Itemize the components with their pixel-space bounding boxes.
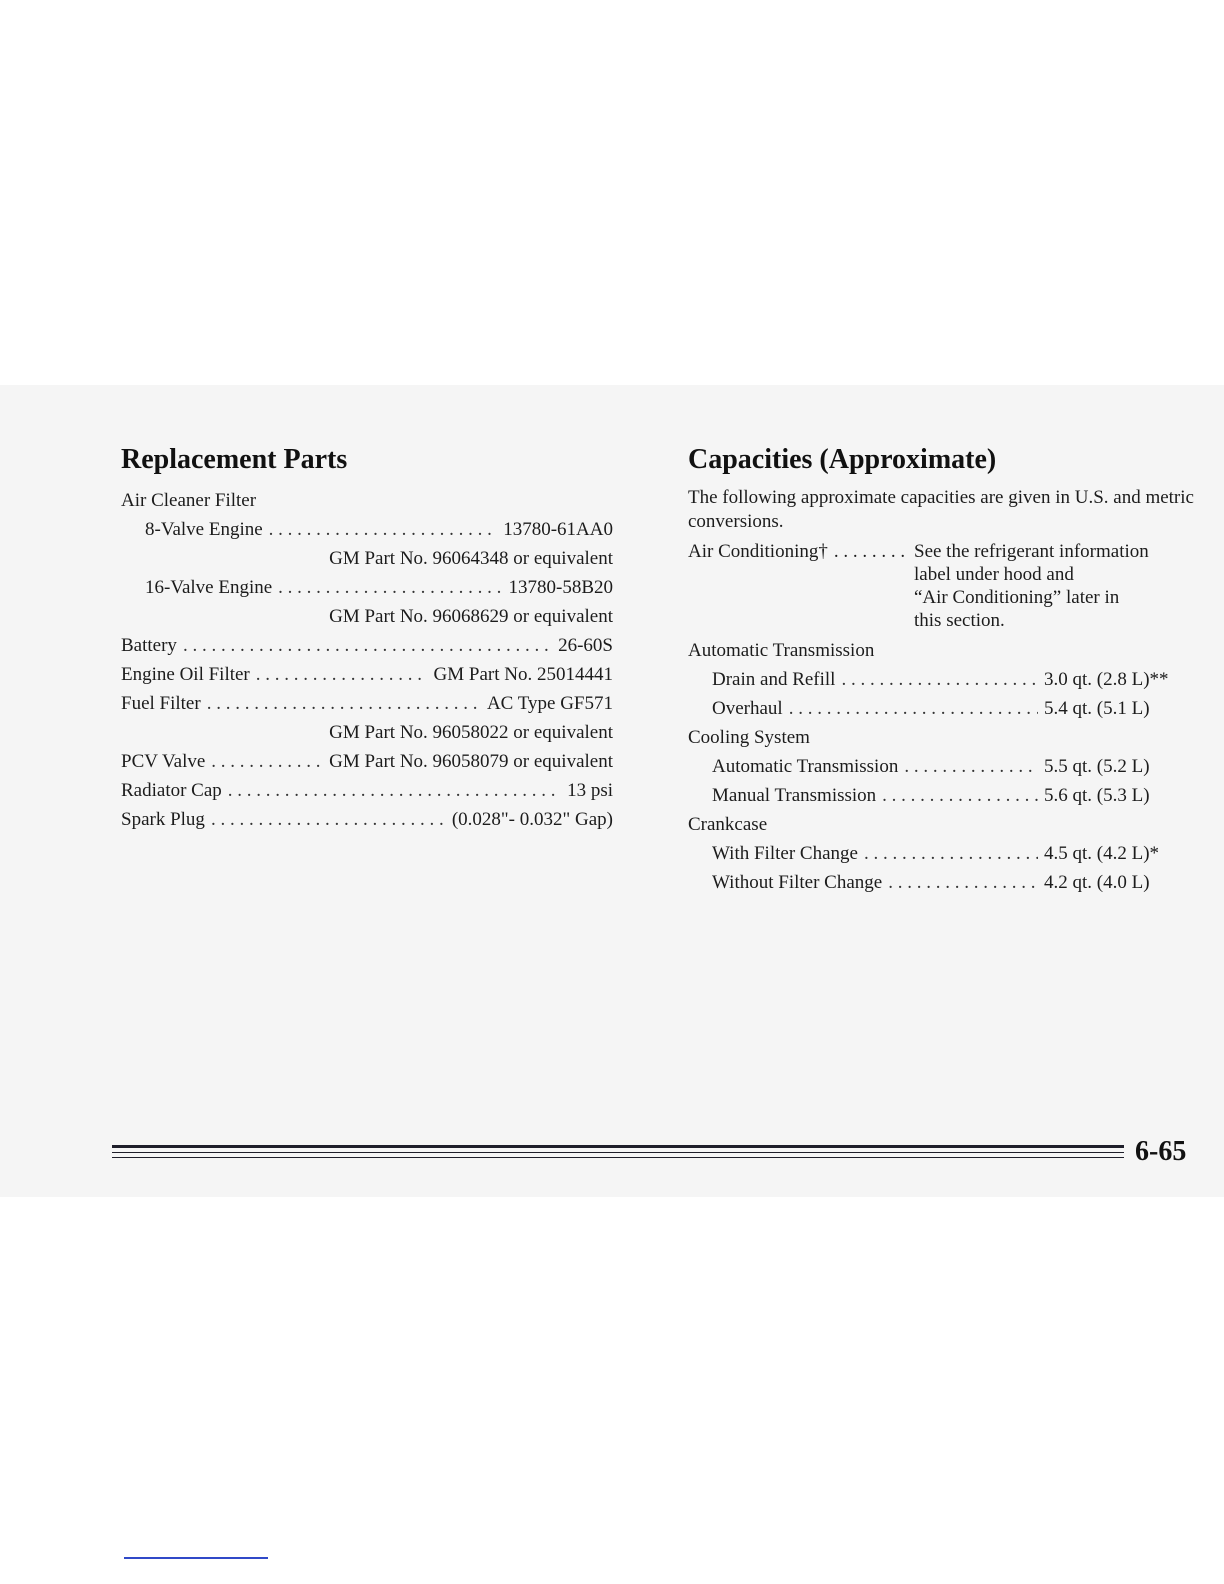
with-filter-row	[688, 839, 1196, 868]
footer-rule-bottom	[112, 1157, 1124, 1158]
cool-auto-value: 5.5 qt. (5.2 L)	[1044, 756, 1150, 777]
dot-leader	[864, 839, 1038, 868]
fuel-filter-gm: GM Part No. 96058022 or equivalent	[329, 722, 613, 743]
valve16-label: 16-Valve Engine	[145, 577, 273, 598]
overhaul-label: Overhaul	[712, 698, 783, 719]
valve8-value: 13780-61AA0	[503, 519, 613, 540]
valve8-label: 8-Valve Engine	[145, 519, 263, 540]
dot-leader	[278, 573, 502, 602]
ac-desc-line: this section.	[914, 610, 1005, 631]
spark-value: (0.028"- 0.032" Gap)	[451, 809, 613, 830]
ac-desc-line: See the refrigerant information	[914, 541, 1149, 562]
valve16-value: 13780-58B20	[508, 577, 613, 598]
dot-leader	[269, 515, 498, 544]
footer-rule-middle	[112, 1152, 1124, 1153]
drain-value: 3.0 qt. (2.8 L)**	[1044, 669, 1169, 690]
capacities-section	[688, 442, 1196, 897]
battery-row	[121, 631, 613, 660]
spark-row	[121, 805, 613, 834]
page-number: 6-65	[1135, 1136, 1187, 1167]
capacities-title: Capacities (Approximate)	[688, 444, 997, 475]
fuel-filter-label: Fuel Filter	[121, 693, 201, 714]
cool-auto-label: Automatic Transmission	[712, 756, 899, 777]
pcv-value: GM Part No. 96058079 or equivalent	[329, 751, 613, 772]
ac-description	[914, 540, 1184, 632]
with-filter-value: 4.5 qt. (4.2 L)*	[1044, 843, 1160, 864]
dot-leader	[211, 805, 446, 834]
cool-manual-row	[688, 781, 1196, 810]
auto-trans-label: Automatic Transmission	[688, 640, 875, 661]
without-filter-value: 4.2 qt. (4.0 L)	[1044, 872, 1150, 893]
cool-manual-label: Manual Transmission	[712, 785, 877, 806]
air-cleaner-label: Air Cleaner Filter	[121, 490, 257, 511]
cool-auto-row	[688, 752, 1196, 781]
overhaul-row	[688, 694, 1196, 723]
dot-leader	[256, 660, 428, 689]
footer-rule-top	[112, 1145, 1124, 1148]
ac-label: Air Conditioning†	[688, 541, 828, 562]
fuel-filter-row	[121, 689, 613, 718]
without-filter-row	[688, 868, 1196, 897]
valve8-row	[121, 515, 613, 544]
pcv-label: PCV Valve	[121, 751, 206, 772]
valve16-row	[121, 573, 613, 602]
replacement-parts-title: Replacement Parts	[121, 444, 348, 475]
valve16-gm: GM Part No. 96068629 or equivalent	[329, 606, 613, 627]
battery-label: Battery	[121, 635, 177, 656]
oil-filter-value: GM Part No. 25014441	[433, 664, 613, 685]
dot-leader	[789, 694, 1038, 723]
capacities-intro: The following approximate capacities are given in U.S. and metric conversions.	[688, 487, 1194, 532]
without-filter-label: Without Filter Change	[712, 872, 883, 893]
radiator-label: Radiator Cap	[121, 780, 222, 801]
drain-row	[688, 665, 1196, 694]
pcv-row	[121, 747, 613, 776]
overhaul-value: 5.4 qt. (5.1 L)	[1044, 698, 1150, 719]
spark-label: Spark Plug	[121, 809, 205, 830]
battery-value: 26-60S	[558, 635, 613, 656]
ac-desc-line: “Air Conditioning” later in	[914, 587, 1120, 608]
with-filter-label: With Filter Change	[712, 843, 858, 864]
replacement-parts-section	[121, 442, 613, 834]
cool-manual-value: 5.6 qt. (5.3 L)	[1044, 785, 1150, 806]
radiator-value: 13 psi	[567, 780, 613, 801]
bottom-link-rule	[124, 1557, 268, 1559]
cooling-label: Cooling System	[688, 727, 810, 748]
crankcase-label: Crankcase	[688, 814, 768, 835]
fuel-filter-value: AC Type GF571	[486, 693, 613, 714]
oil-filter-row	[121, 660, 613, 689]
valve8-gm: GM Part No. 96064348 or equivalent	[329, 548, 613, 569]
oil-filter-label: Engine Oil Filter	[121, 664, 250, 685]
radiator-row	[121, 776, 613, 805]
dot-leader	[228, 776, 561, 805]
dot-leader	[888, 868, 1038, 897]
dot-leader	[183, 631, 552, 660]
dot-leader	[882, 781, 1038, 810]
ac-row	[688, 540, 1196, 632]
dot-leader	[211, 747, 323, 776]
dot-leader	[834, 540, 906, 564]
ac-desc-line: label under hood and	[914, 564, 1074, 585]
drain-label: Drain and Refill	[712, 669, 836, 690]
dot-leader	[841, 665, 1038, 694]
dot-leader	[904, 752, 1038, 781]
dot-leader	[207, 689, 481, 718]
